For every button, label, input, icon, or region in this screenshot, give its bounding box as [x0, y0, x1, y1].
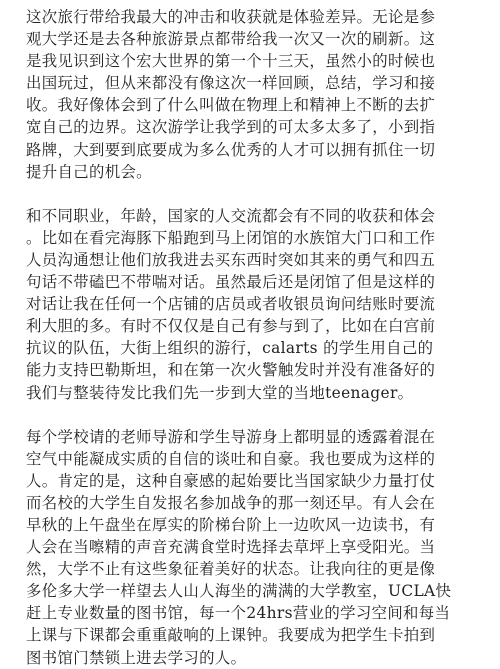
paragraph-line: 提升自己的机会。 [26, 162, 152, 181]
paragraph-gap [26, 404, 484, 426]
paragraph-line: 图书馆门禁锁上进去学习的人。 [26, 648, 247, 667]
paragraph-2 [26, 205, 484, 404]
paragraph-line: 句话不带磕巴不带喘对话。虽然最后还是闭馆了但是这样的 [26, 273, 436, 292]
paragraph-line: 空气中能凝成实质的自信的谈吐和自豪。我也要成为这样的 [26, 449, 436, 468]
paragraph-line: 人。肯定的是，这种自豪感的起始要比当国家缺少力量打仗 [26, 471, 436, 490]
paragraph-line: 和不同职业，年龄，国家的人交流都会有不同的收获和体会 [26, 206, 436, 225]
paragraph-line: 上课与下课都会重重敲响的上课钟。我要成为把学生卡拍到 [26, 626, 436, 645]
paragraph-line: 对话让我在任何一个店铺的店员或者收银员询问结账时要流 [26, 295, 436, 314]
paragraph-line: 抗议的队伍，大街上组织的游行，calarts 的学生用自己的 [26, 339, 434, 358]
paragraph-line: 利大胆的多。有时不仅仅是自己有参与到了，比如在白宫前 [26, 317, 436, 336]
paragraph-line: 多伦多大学一样望去人山人海坐的满满的大学教室，UCLA快 [26, 582, 452, 601]
paragraph-line: 是我见识到这个宏大世界的第一个十三天，虽然小的时候也 [26, 52, 436, 71]
paragraph-3 [26, 426, 484, 669]
paragraph-line: 路牌，大到要到底要成为多么优秀的人才可以拥有抓住一切 [26, 140, 436, 159]
paragraph-line: 人员沟通想让他们放我进去买东西时突如其来的勇气和四五 [26, 250, 436, 269]
paragraph-line: 收。我好像体会到了什么叫做在物理上和精神上不断的去扩 [26, 96, 436, 115]
paragraph-line: 然，大学不止有这些象征着美好的状态。让我向往的更是像 [26, 560, 436, 579]
paragraph-line: 观大学还是去各种旅游景点都带给我一次又一次的刷新。这 [26, 30, 436, 49]
paragraph-line: 人会在当嚓精的声音充满食堂时选择去草坪上享受阳光。当 [26, 538, 436, 557]
paragraph-line: 每个学校请的老师导游和学生导游身上都明显的透露着混在 [26, 427, 436, 446]
paragraph-line: 我们与整装待发比我们先一步到大堂的当地teenager。 [26, 383, 414, 402]
paragraph-1 [26, 6, 484, 183]
paragraph-line: 宽自己的边界。这次游学让我学到的可太多太多了，小到指 [26, 118, 436, 137]
paragraph-gap [26, 183, 484, 205]
paragraph-line: 赶上专业数量的图书馆，每一个24hrs营业的学习空间和每当 [26, 604, 451, 623]
paragraph-line: 。比如在看完海豚下船跑到马上闭馆的水族馆大门口和工作 [26, 228, 436, 247]
paragraph-line: 早秋的上午盘坐在厚实的阶梯台阶上一边吹风一边读书，有 [26, 515, 436, 534]
paragraph-line: 而名校的大学生自发报名参加战争的那一刻还早。有人会在 [26, 493, 436, 512]
paragraph-line: 这次旅行带给我最大的冲击和收获就是体验差异。无论是参 [26, 8, 436, 26]
paragraph-line: 出国玩过，但从来都没有像这次一样回顾，总结，学习和接 [26, 74, 436, 93]
paragraph-line: 能力支持巴勒斯坦，和在第一次火警触发时并没有准备好的 [26, 361, 436, 380]
